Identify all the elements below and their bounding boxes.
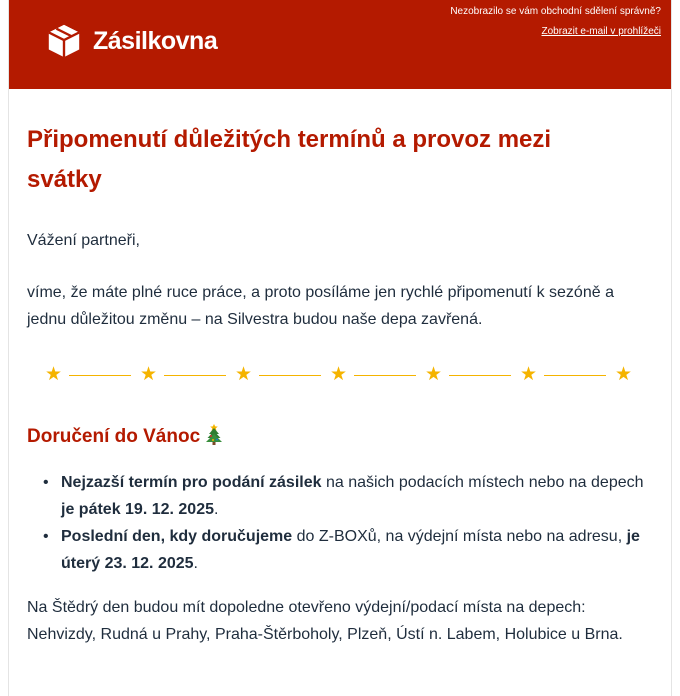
list-item-end: .	[214, 501, 219, 518]
star-icon: ★	[615, 364, 633, 385]
christmas-tree-icon	[204, 423, 224, 445]
star-icon: ★	[425, 364, 443, 385]
list-item-bold: Poslední den, kdy doručujeme	[61, 528, 293, 545]
list-item-end: .	[193, 555, 198, 572]
list-item-text: do Z-BOXů, na výdejní místa nebo na adresu,	[292, 528, 627, 545]
view-in-browser-link[interactable]: Zobrazit e-mail v prohlížeči	[541, 26, 661, 37]
list-item	[43, 469, 653, 523]
divider-line	[164, 375, 226, 376]
delivery-list	[43, 469, 653, 577]
star-icon: ★	[235, 364, 253, 385]
brand-logo[interactable]	[45, 22, 217, 60]
star-icon: ★	[330, 364, 348, 385]
greeting: Vážení partneři,	[27, 232, 140, 249]
star-icon: ★	[520, 364, 538, 385]
divider-line	[69, 375, 131, 376]
divider-line	[354, 375, 416, 376]
display-question: Nezobrazilo se vám obchodní sdělení správně?	[450, 6, 661, 17]
star-icon: ★	[45, 364, 63, 385]
list-item-bold: Nejzazší termín pro podání zásilek	[61, 474, 322, 491]
section-heading-text: Doručení do Vánoc	[27, 426, 201, 447]
star-icon: ★	[140, 364, 158, 385]
section-heading	[27, 423, 224, 451]
star-divider	[45, 364, 645, 386]
package-logo-icon	[45, 22, 83, 60]
email-title: Připomenutí důležitých termínů a provoz mezi svátky	[27, 126, 552, 193]
list-item-date: je pátek 19. 12. 2025	[61, 501, 214, 518]
list-item-text: na našich podacích místech nebo na depech	[321, 474, 644, 491]
list-item	[43, 523, 653, 577]
intro-paragraph: víme, že máte plné ruce práce, a proto posíláme jen rychlé připomenutí k sezóně a jednu důležitou změnu – na Silvestra budou naše depa zavřená.	[27, 284, 614, 328]
christmas-eve-note: Na Štědrý den budou mít dopoledne otevřeno výdejní/podací místa na depech: Nehvizdy, Rudná u Prahy, Praha-Štěrboholy, Plzeň, Ústí n. Labem, Holubice u Brna.	[27, 599, 623, 643]
divider-line	[259, 375, 321, 376]
email-body	[8, 0, 672, 696]
list-item-date: je úterý 23. 12. 2025	[61, 528, 640, 572]
divider-line	[544, 375, 606, 376]
email-header	[9, 0, 671, 89]
brand-name: Zásilkovna	[93, 26, 218, 55]
divider-line	[449, 375, 511, 376]
